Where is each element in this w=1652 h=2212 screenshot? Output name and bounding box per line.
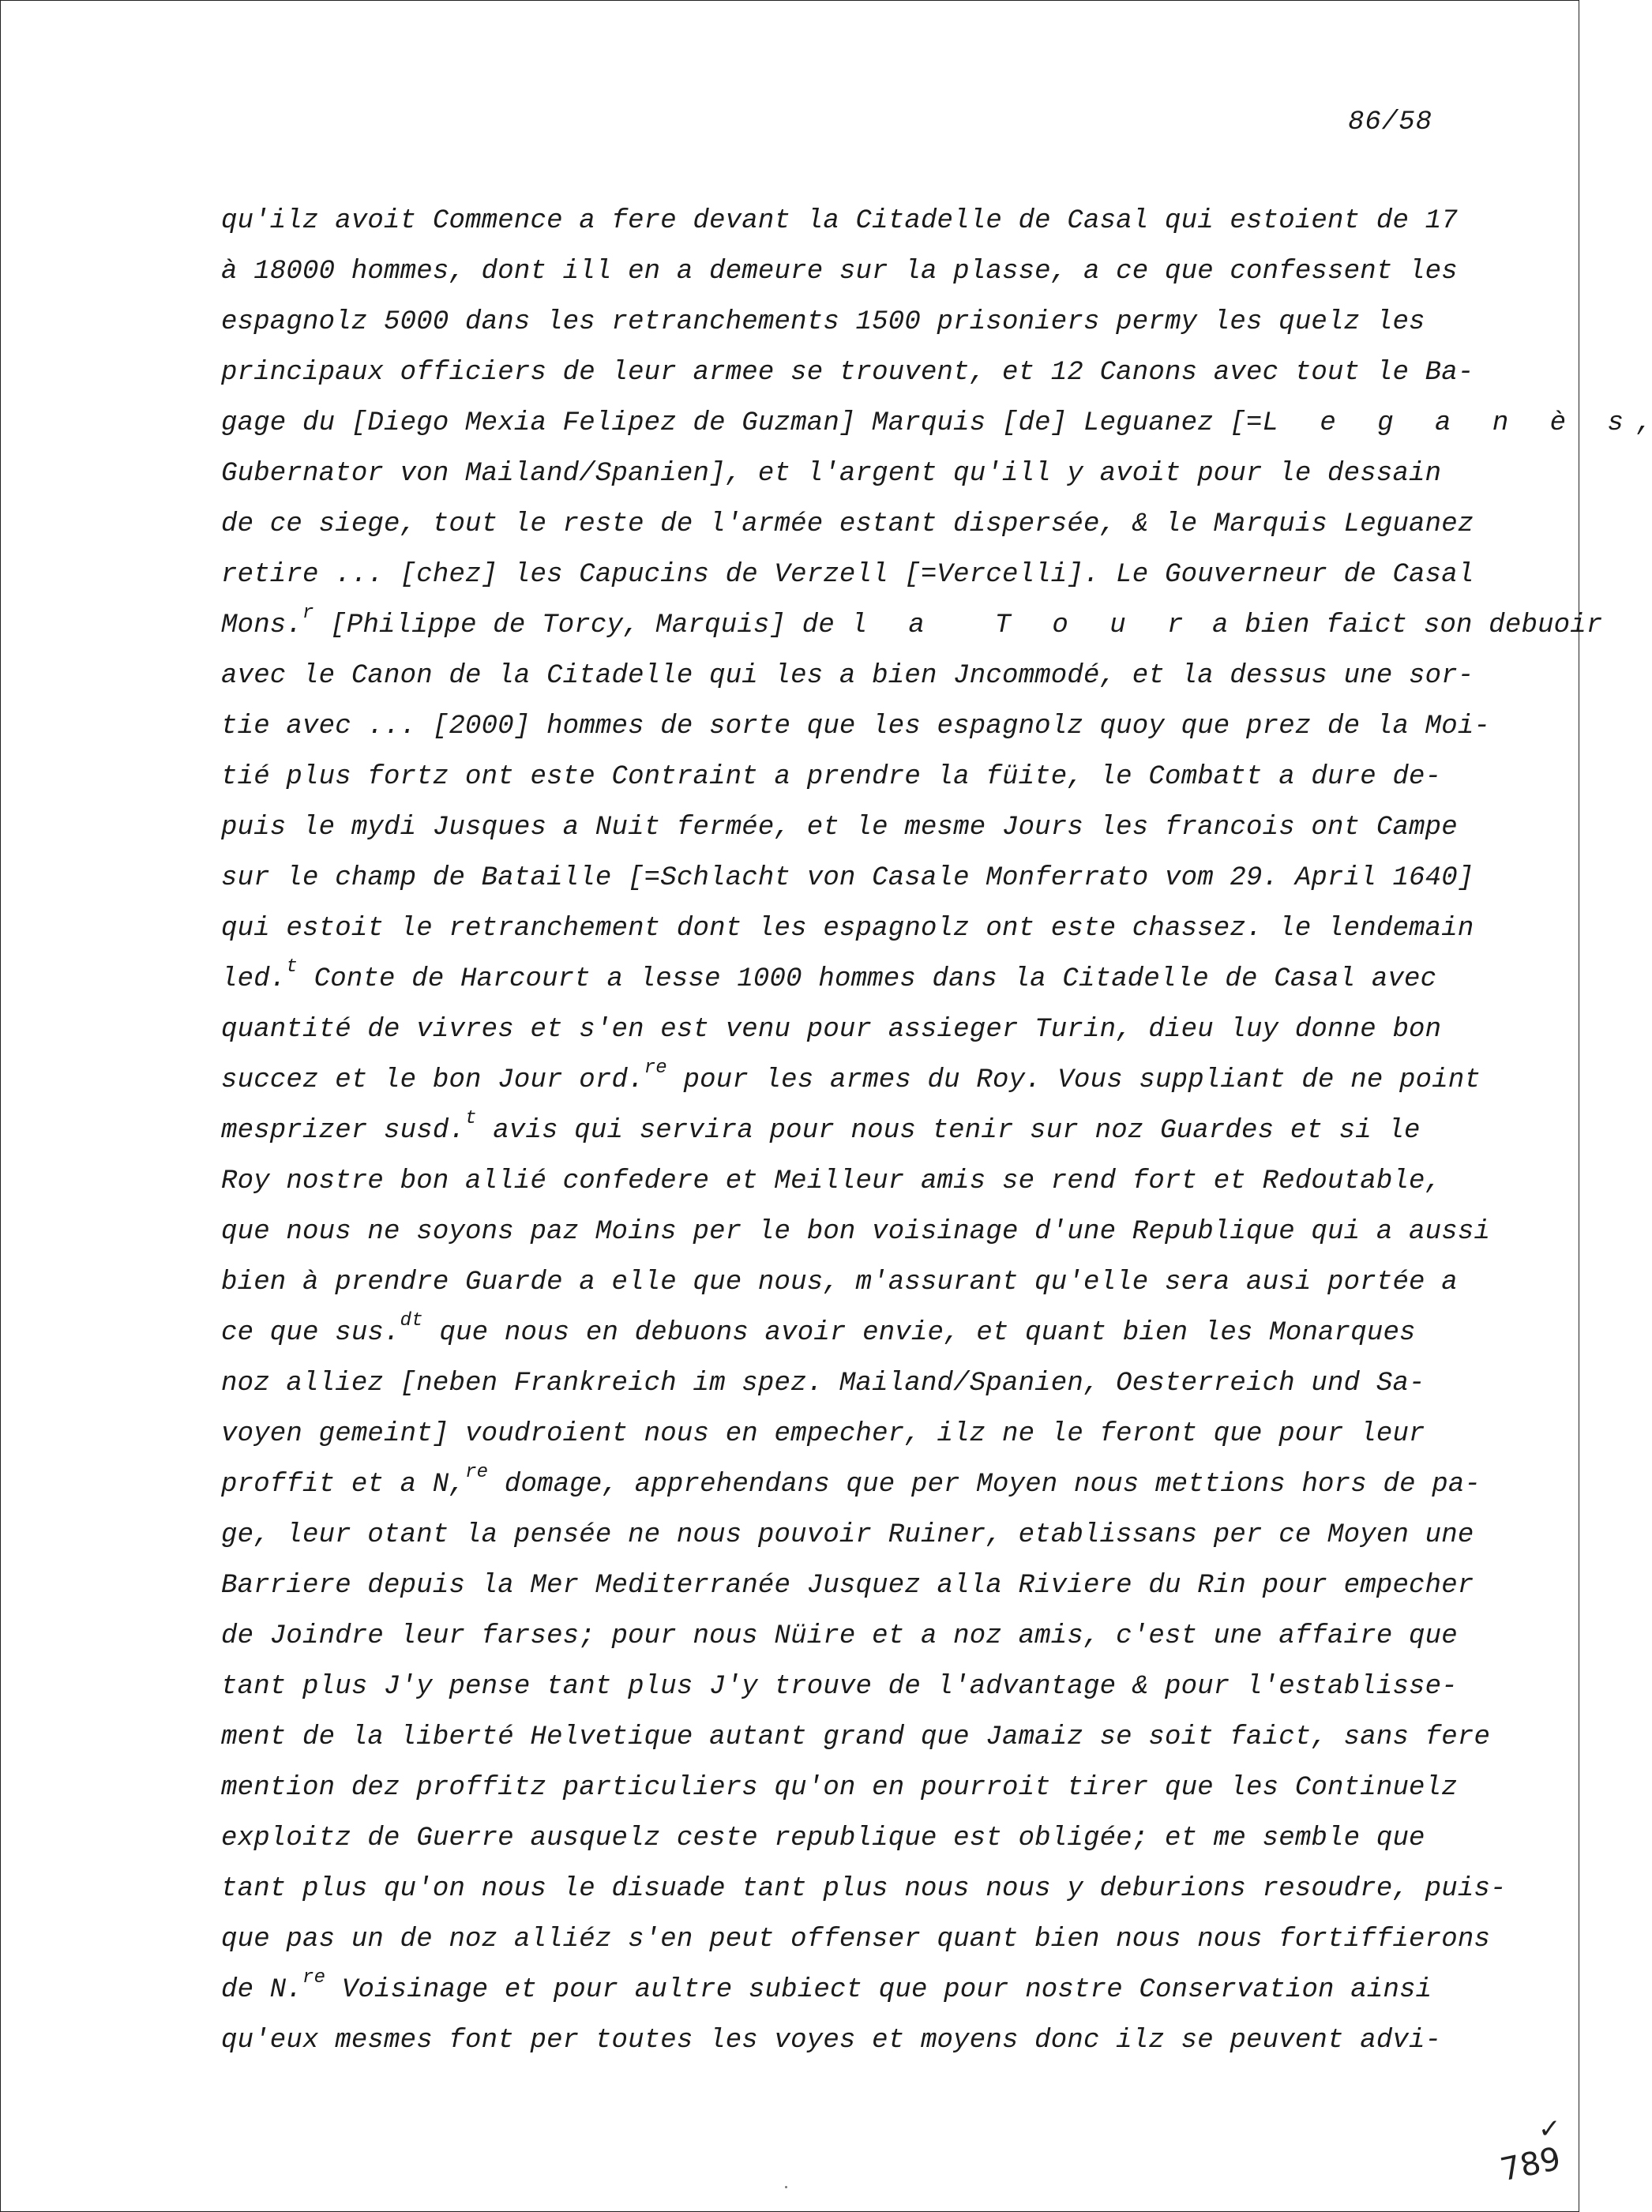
text-segment: domage, apprehendans que per Moyen nous mettions hors de pa- [488,1470,1481,1500]
text-line: ment de la liberté Helvetique autant grand que Jamaiz se soit faict, sans fere [221,1722,1491,1752]
superscript: re [465,1462,489,1483]
superscript: dt [400,1310,423,1331]
text-segment: avis qui servira pour nous tenir sur noz Guardes et si le [476,1116,1421,1146]
text-line [221,1308,1500,1358]
page-number: 86/58 [1348,107,1433,137]
text-segment: succez et le bon Jour ord. [221,1065,644,1095]
text-segment: de N. [221,1975,303,2005]
text-line: puis le mydi Jusques a Nuit fermée, et le mesme Jours les francois ont Campe [221,813,1458,843]
text-line: de ce siege, tout le reste de l'armée estant dispersée, & le Marquis Leguanez [221,509,1474,539]
text-segment: a bien faict son debuoir [1196,610,1603,640]
text-line: tant plus J'y pense tant plus J'y trouve de l'advantage & pour l'establisse- [221,1672,1458,1702]
text-line: ge, leur otant la pensée ne nous pouvoir Ruiner, etablissans per ce Moyen une [221,1520,1474,1550]
text-segment: mesprizer susd. [221,1116,466,1146]
text-line: avec le Canon de la Citadelle qui les a bien Jncommodé, et la dessus une sor- [221,661,1474,691]
superscript: r [302,603,314,624]
text-line [221,954,1500,1005]
text-line: tié plus fortz ont este Contraint a prendre la füite, le Combatt a dure de- [221,762,1442,792]
text-line: quantité de vivres et s'en est venu pour assieger Turin, dieu luy donne bon [221,1015,1442,1045]
text-line: Gubernator von Mailand/Spanien], et l'argent qu'ill y avoit pour le dessain [221,459,1442,489]
superscript: re [644,1057,667,1079]
text-line [221,1106,1500,1156]
superscript: t [286,956,298,978]
text-line [221,600,1603,651]
text-line: espagnolz 5000 dans les retranchements 1500 prisoniers permy les quelz les [221,307,1425,337]
spaced-name: L e g a n è s [1262,408,1636,438]
text-line: qui estoit le retranchement dont les espagnolz ont este chassez. le lendemain [221,914,1474,944]
text-line: noz alliez [neben Frankreich im spez. Mailand/Spanien, Oesterreich und Sa- [221,1369,1425,1399]
text-line: qu'ilz avoit Commence a fere devant la Citadelle de Casal qui estoient de 17 [221,206,1458,236]
superscript: t [465,1108,477,1129]
text-line: retire ... [chez] les Capucins de Verzell [=Vercelli]. Le Gouverneur de Casal [221,560,1474,590]
text-segment: ce que sus. [221,1318,400,1348]
letter-body [221,196,1652,2066]
text-line: mention dez proffitz particuliers qu'on en pourroit tirer que les Continuelz [221,1773,1458,1803]
folio-number: 789 [1497,2140,1564,2189]
text-line: voyen gemeint] voudroient nous en empecher, ilz ne le feront que pour leur [221,1419,1425,1449]
text-line: à 18000 hommes, dont ill en a demeure sur la plasse, a ce que confessent les [221,257,1458,287]
text-line: que nous ne soyons paz Moins per le bon voisinage d'une Republique qui a aussi [221,1217,1491,1247]
text-segment: que nous en debuons avoir envie, et quant bien les Monarques [422,1318,1416,1348]
text-segment: pour les armes du Roy. Vous suppliant de ne point [666,1065,1481,1095]
text-segment: gage du [Diego Mexia Felipez de Guzman] Marquis [de] Leguanez [= [221,408,1263,438]
text-line: que pas un de noz alliéz s'en peut offenser quant bien nous nous fortiffierons [221,1925,1491,1955]
scan-mark [785,2186,787,2188]
text-line [221,1459,1500,1510]
spaced-name: l a T o u r [850,610,1196,640]
text-line: Roy nostre bon allié confedere et Meilleur amis se rend fort et Redoutable, [221,1166,1442,1196]
superscript: re [302,1967,326,1989]
text-line: principaux officiers de leur armee se trouvent, et 12 Canons avec tout le Ba- [221,358,1474,388]
text-line [221,398,1652,449]
text-segment: Voisinage et pour aultre subiect que pour nostre Conservation ainsi [325,1975,1432,2005]
check-mark-icon: ✓ [1538,2113,1561,2145]
text-segment: proffit et a N, [221,1470,466,1500]
text-segment: Conte de Harcourt a lesse 1000 hommes dans la Citadelle de Casal avec [298,964,1437,994]
text-segment: led. [221,964,287,994]
text-line: tie avec ... [2000] hommes de sorte que les espagnolz quoy que prez de la Moi- [221,712,1491,742]
text-segment: , [1635,408,1652,438]
text-line: Barriere depuis la Mer Mediterranée Jusquez alla Riviere du Rin pour empecher [221,1571,1474,1601]
text-line [221,1965,1500,2015]
text-line: de Joindre leur farses; pour nous Nüire et a noz amis, c'est une affaire que [221,1621,1458,1651]
text-line: sur le champ de Bataille [=Schlacht von Casale Monferrato vom 29. April 1640] [221,863,1474,893]
text-segment: Mons. [221,610,303,640]
text-line: exploitz de Guerre ausquelz ceste republique est obligée; et me semble que [221,1823,1425,1853]
text-line [221,1055,1500,1106]
text-line: qu'eux mesmes font per toutes les voyes et moyens donc ilz se peuvent advi- [221,2026,1442,2056]
text-line: tant plus qu'on nous le disuade tant plus nous nous y deburions resoudre, puis- [221,1874,1507,1904]
text-segment: [Philippe de Torcy, Marquis] de [314,610,851,640]
text-line: bien à prendre Guarde a elle que nous, m'assurant qu'elle sera ausi portée a [221,1267,1458,1298]
